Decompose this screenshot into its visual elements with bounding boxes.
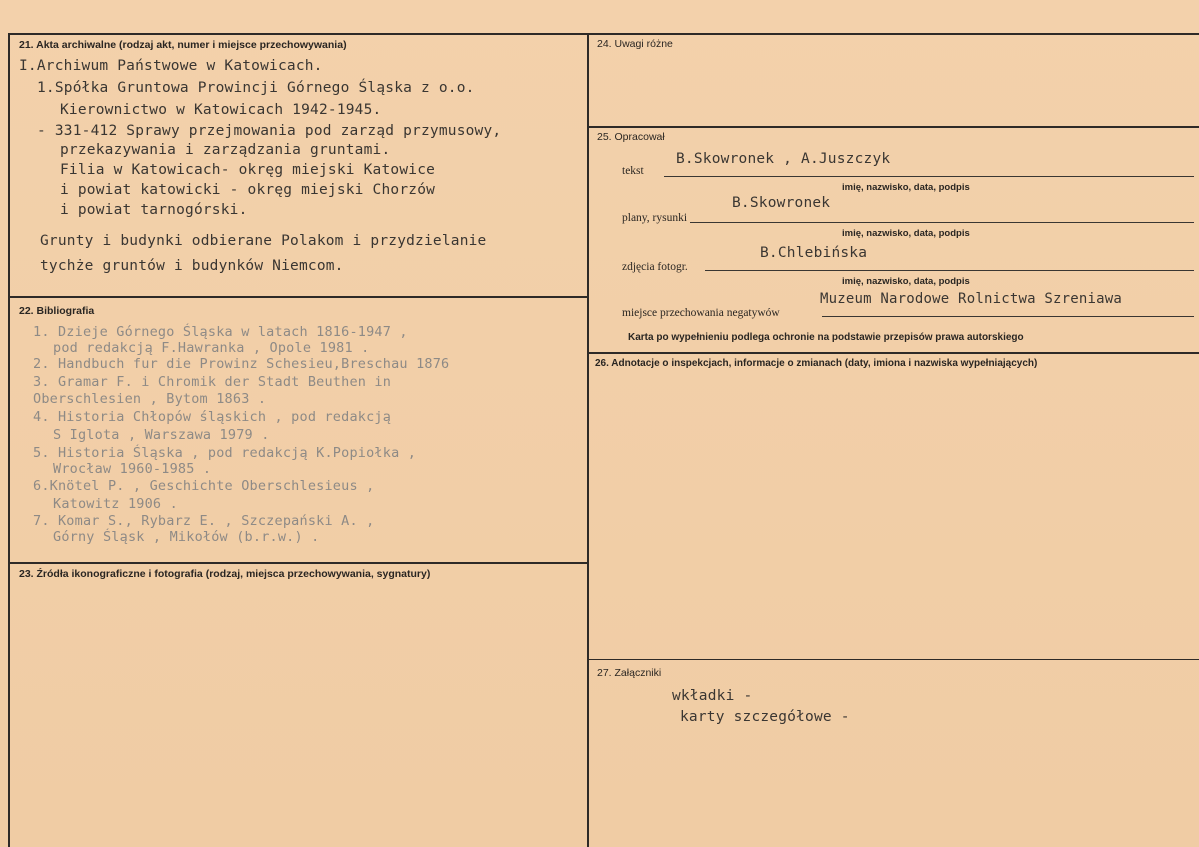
sec22-line-8: 5. Historia Śląska , pod redakcją K.Popiołka , [33, 445, 417, 461]
sec21-line-1: I.Archiwum Państwowe w Katowicach. [19, 58, 323, 74]
tekst-value: B.Skowronek , A.Juszczyk [676, 151, 891, 167]
sec22-line-5: Oberschlesien , Bytom 1863 . [33, 391, 267, 407]
tekst-label: tekst [622, 165, 644, 177]
attachments-line-1: wkładki - [672, 688, 753, 704]
sec21-line-8: i powiat tarnogórski. [60, 202, 248, 218]
sec21-line-7: i powiat katowicki - okręg miejski Chorzów [60, 182, 436, 198]
plany-value: B.Skowronek [732, 195, 831, 211]
section-24-label: 24. Uwagi różne [597, 38, 673, 50]
divider-26-27 [589, 659, 1199, 660]
sec22-line-10: 6.Knötel P. , Geschichte Oberschlesieus , [33, 478, 375, 494]
sec21-line-5: przekazywania i zarządzania gruntami. [60, 142, 391, 158]
sec22-line-11: Katowitz 1906 . [53, 496, 178, 512]
section-21-label: 21. Akta archiwalne (rodzaj akt, numer i miejsce przechowywania) [19, 39, 347, 51]
plany-line [690, 222, 1194, 223]
sec21-line-2: 1.Spółka Gruntowa Prowincji Górnego Śląska z o.o. [37, 80, 475, 96]
section-26-label: 26. Adnotacje o inspekcjach, informacje o zmianach (daty, imiona i nazwiska wypełniających) [595, 358, 1038, 369]
sec22-line-9: Wrocław 1960-1985 . [53, 461, 212, 477]
zdjecia-label: zdjęcia fotogr. [622, 261, 688, 273]
sec22-line-7: S Iglota , Warszawa 1979 . [53, 427, 270, 443]
section-23-label: 23. Źródła ikonograficzne i fotografia (rodzaj, miejsca przechowywania, sygnatury) [19, 568, 431, 580]
section-25-label: 25. Opracował [597, 131, 665, 143]
sec21-line-4: - 331-412 Sprawy przejmowania pod zarząd przymusowy, [37, 123, 502, 139]
attachments-line-2: karty szczegółowe - [680, 709, 850, 725]
tekst-line [664, 176, 1194, 177]
sec22-line-4: 3. Gramar F. i Chromik der Stadt Beuthen in [33, 374, 392, 390]
section-22-label: 22. Bibliografia [19, 305, 95, 317]
plany-label: plany, rysunki [622, 212, 688, 224]
top-border [8, 33, 1199, 35]
section-27-label: 27. Załączniki [597, 667, 662, 679]
negatywy-label: miejsce przechowania negatywów [622, 307, 780, 319]
sec22-line-1: 1. Dzieje Górnego Śląska w latach 1816-1947 , [33, 324, 408, 340]
left-border [8, 33, 10, 847]
sec21-line-10: tychże gruntów i budynków Niemcom. [40, 258, 344, 274]
sec21-line-3: Kierownictwo w Katowicach 1942-1945. [60, 102, 382, 118]
divider-21-22 [8, 296, 589, 298]
center-divider [587, 33, 589, 847]
divider-22-23 [8, 562, 589, 564]
zdjecia-value: B.Chlebińska [760, 245, 868, 261]
negatywy-value: Muzeum Narodowe Rolnictwa Szreniawa [820, 291, 1123, 307]
sec22-line-12: 7. Komar S., Rybarz E. , Szczepański A. , [33, 513, 375, 529]
sec22-line-2: pod redakcją F.Hawranka , Opole 1981 . [53, 340, 370, 356]
divider-25-26 [589, 352, 1199, 354]
zdjecia-line [705, 270, 1194, 271]
tekst-caption: imię, nazwisko, data, podpis [842, 182, 970, 193]
sec21-line-6: Filia w Katowicach- okręg miejski Katowice [60, 162, 436, 178]
divider-24-25 [589, 126, 1199, 128]
negatywy-line [822, 316, 1194, 317]
copyright-notice: Karta po wypełnieniu podlega ochronie na podstawie przepisów prawa autorskiego [628, 332, 1024, 343]
sec21-line-9: Grunty i budynki odbierane Polakom i przydzielanie [40, 233, 487, 249]
sec22-line-6: 4. Historia Chłopów śląskich , pod redakcją [33, 409, 392, 425]
zdjecia-caption: imię, nazwisko, data, podpis [842, 276, 970, 287]
sec22-line-3: 2. Handbuch fur die Prowinz Schesieu,Breschau 1876 [33, 356, 450, 372]
plany-caption: imię, nazwisko, data, podpis [842, 228, 970, 239]
sec22-line-13: Górny Śląsk , Mikołów (b.r.w.) . [53, 529, 320, 545]
